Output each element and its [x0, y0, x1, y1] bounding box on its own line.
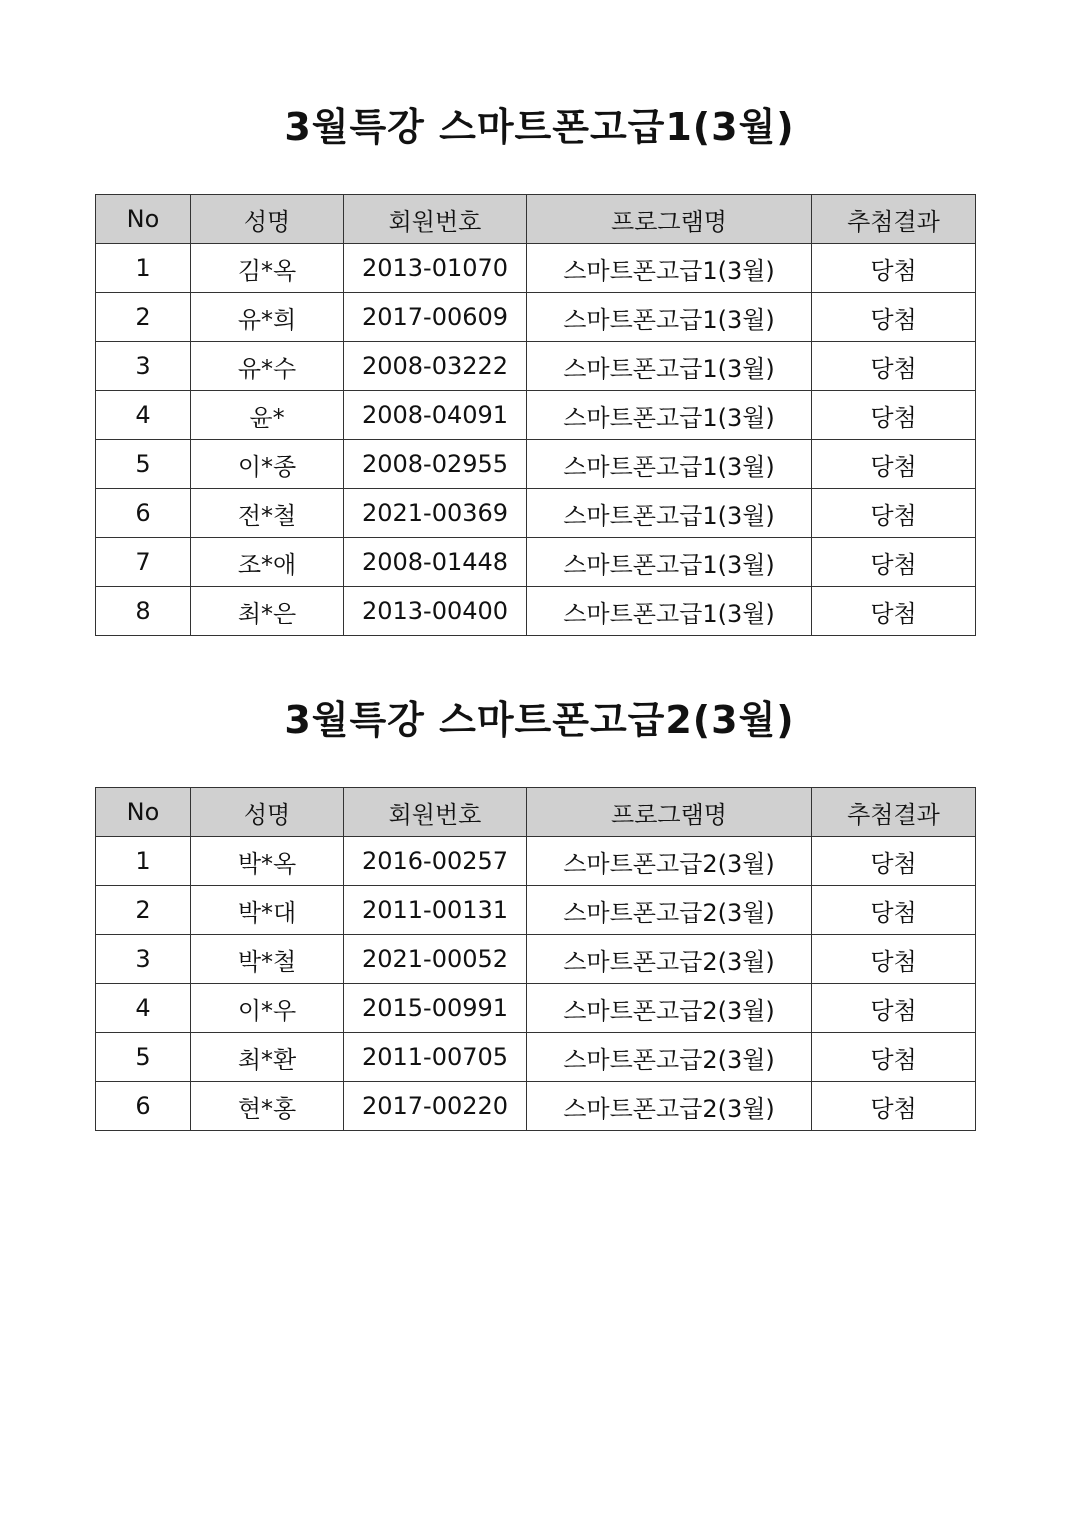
cell-name: 현*홍 — [191, 1082, 344, 1131]
cell-member-id: 2021-00052 — [344, 935, 527, 984]
table-row — [96, 244, 976, 293]
cell-no: 7 — [96, 538, 191, 587]
cell-name: 최*환 — [191, 1033, 344, 1082]
header-no: No — [96, 195, 191, 244]
section-title: 3월특강 스마트폰고급2(3월) — [284, 698, 795, 742]
cell-no: 6 — [96, 1082, 191, 1131]
header-result: 추첨결과 — [812, 788, 976, 837]
header-member-id: 회원번호 — [344, 788, 527, 837]
cell-no: 5 — [96, 1033, 191, 1082]
cell-program: 스마트폰고급1(3월) — [527, 244, 812, 293]
cell-result: 당첨 — [812, 293, 976, 342]
cell-member-id: 2017-00220 — [344, 1082, 527, 1131]
cell-name: 최*은 — [191, 587, 344, 636]
cell-name: 박*철 — [191, 935, 344, 984]
cell-member-id: 2021-00369 — [344, 489, 527, 538]
header-name: 성명 — [191, 195, 344, 244]
cell-name: 유*희 — [191, 293, 344, 342]
cell-result: 당첨 — [812, 538, 976, 587]
cell-program: 스마트폰고급2(3월) — [527, 1082, 812, 1131]
cell-no: 3 — [96, 935, 191, 984]
result-table — [95, 787, 976, 1131]
cell-program: 스마트폰고급1(3월) — [527, 538, 812, 587]
cell-no: 3 — [96, 342, 191, 391]
cell-member-id: 2008-02955 — [344, 440, 527, 489]
cell-name: 윤* — [191, 391, 344, 440]
cell-program: 스마트폰고급2(3월) — [527, 837, 812, 886]
cell-program: 스마트폰고급1(3월) — [527, 440, 812, 489]
cell-name: 이*우 — [191, 984, 344, 1033]
table-header-row — [96, 788, 976, 837]
cell-member-id: 2008-04091 — [344, 391, 527, 440]
table-row — [96, 886, 976, 935]
table-row — [96, 293, 976, 342]
cell-no: 4 — [96, 984, 191, 1033]
cell-member-id: 2011-00705 — [344, 1033, 527, 1082]
table-row — [96, 837, 976, 886]
header-member-id: 회원번호 — [344, 195, 527, 244]
table-row — [96, 935, 976, 984]
table-row — [96, 440, 976, 489]
cell-no: 2 — [96, 293, 191, 342]
cell-no: 5 — [96, 440, 191, 489]
cell-result: 당첨 — [812, 837, 976, 886]
cell-result: 당첨 — [812, 1033, 976, 1082]
cell-member-id: 2008-03222 — [344, 342, 527, 391]
table-row — [96, 984, 976, 1033]
cell-program: 스마트폰고급1(3월) — [527, 587, 812, 636]
cell-member-id: 2011-00131 — [344, 886, 527, 935]
cell-result: 당첨 — [812, 489, 976, 538]
cell-no: 1 — [96, 244, 191, 293]
header-result: 추첨결과 — [812, 195, 976, 244]
cell-result: 당첨 — [812, 342, 976, 391]
table-header-row — [96, 195, 976, 244]
cell-program: 스마트폰고급2(3월) — [527, 886, 812, 935]
header-name: 성명 — [191, 788, 344, 837]
cell-result: 당첨 — [812, 587, 976, 636]
cell-name: 김*옥 — [191, 244, 344, 293]
cell-program: 스마트폰고급1(3월) — [527, 489, 812, 538]
cell-result: 당첨 — [812, 440, 976, 489]
table-row — [96, 489, 976, 538]
cell-result: 당첨 — [812, 1082, 976, 1131]
cell-name: 이*종 — [191, 440, 344, 489]
cell-no: 6 — [96, 489, 191, 538]
result-table — [95, 194, 976, 636]
table-row — [96, 1082, 976, 1131]
cell-program: 스마트폰고급2(3월) — [527, 1033, 812, 1082]
table-row — [96, 538, 976, 587]
table-row — [96, 1033, 976, 1082]
cell-result: 당첨 — [812, 391, 976, 440]
section-advanced-1 — [0, 97, 1079, 628]
cell-result: 당첨 — [812, 984, 976, 1033]
cell-member-id: 2013-00400 — [344, 587, 527, 636]
cell-program: 스마트폰고급2(3월) — [527, 984, 812, 1033]
cell-name: 박*옥 — [191, 837, 344, 886]
table-row — [96, 342, 976, 391]
cell-program: 스마트폰고급1(3월) — [527, 391, 812, 440]
cell-result: 당첨 — [812, 244, 976, 293]
cell-name: 전*철 — [191, 489, 344, 538]
cell-name: 조*애 — [191, 538, 344, 587]
cell-name: 박*대 — [191, 886, 344, 935]
header-program: 프로그램명 — [527, 788, 812, 837]
cell-member-id: 2013-01070 — [344, 244, 527, 293]
cell-name: 유*수 — [191, 342, 344, 391]
cell-member-id: 2015-00991 — [344, 984, 527, 1033]
cell-no: 8 — [96, 587, 191, 636]
section-advanced-2 — [0, 690, 1079, 1123]
table-row — [96, 391, 976, 440]
cell-result: 당첨 — [812, 935, 976, 984]
cell-program: 스마트폰고급1(3월) — [527, 342, 812, 391]
section-title: 3월특강 스마트폰고급1(3월) — [284, 105, 795, 149]
cell-program: 스마트폰고급2(3월) — [527, 935, 812, 984]
cell-result: 당첨 — [812, 886, 976, 935]
cell-no: 1 — [96, 837, 191, 886]
cell-member-id: 2008-01448 — [344, 538, 527, 587]
header-program: 프로그램명 — [527, 195, 812, 244]
cell-member-id: 2016-00257 — [344, 837, 527, 886]
header-no: No — [96, 788, 191, 837]
cell-no: 2 — [96, 886, 191, 935]
cell-member-id: 2017-00609 — [344, 293, 527, 342]
cell-no: 4 — [96, 391, 191, 440]
table-row — [96, 587, 976, 636]
cell-program: 스마트폰고급1(3월) — [527, 293, 812, 342]
